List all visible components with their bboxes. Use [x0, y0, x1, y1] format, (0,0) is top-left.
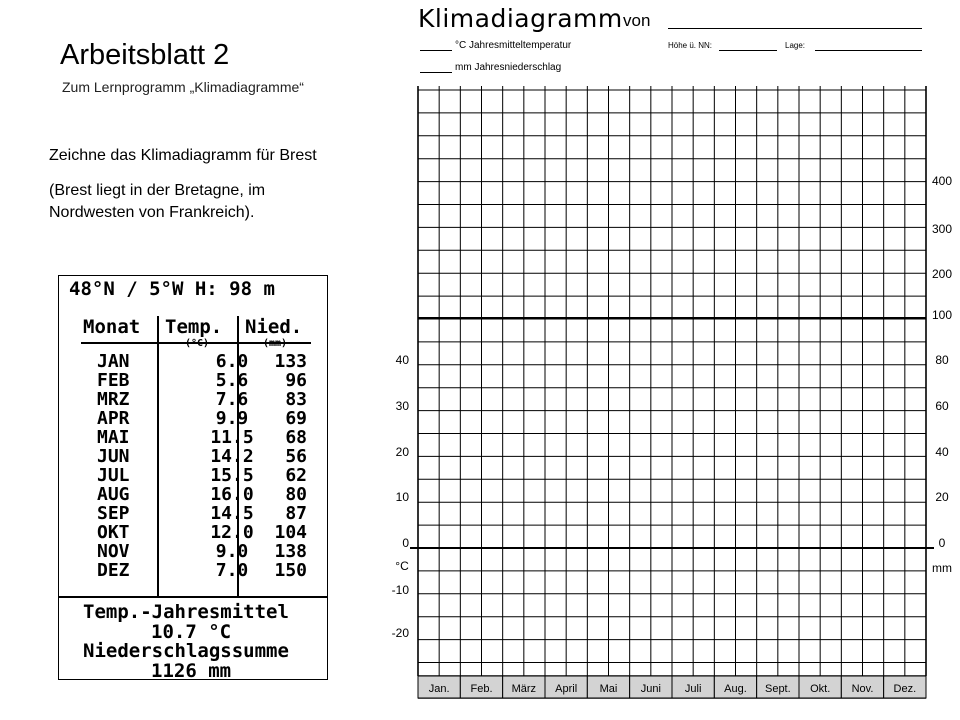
temp-cell: 15.5	[210, 465, 254, 486]
month-cell: FEB	[97, 370, 130, 391]
annual-precip-form-label: mm Jahresniederschlag	[455, 62, 562, 73]
precip-cell: 150	[274, 560, 307, 581]
month-label: April	[555, 683, 578, 695]
month-label: Mai	[599, 683, 618, 695]
month-label: März	[511, 683, 537, 695]
worksheet-subtitle: Zum Lernprogramm „Klimadiagramme“	[62, 79, 304, 95]
month-label: Okt.	[810, 683, 831, 695]
month-label: Juli	[684, 683, 702, 695]
station-coordinates: 48°N / 5°W H: 98 m	[69, 278, 275, 300]
precip-cell: 80	[285, 484, 307, 505]
precip-cell: 62	[285, 465, 307, 486]
precip-cell: 87	[285, 503, 307, 524]
month-cell: DEZ	[97, 560, 130, 581]
location-label: Lage:	[785, 41, 806, 50]
month-cell: NOV	[97, 541, 130, 562]
month-label: Nov.	[851, 683, 874, 695]
month-cell: JUL	[97, 465, 130, 486]
temp-cell: 14.5	[210, 503, 254, 524]
temp-axis-tick: -10	[391, 583, 409, 597]
precip-axis-tick: 200	[931, 267, 953, 281]
annual-temp-label: Temp.-Jahresmittel	[83, 601, 289, 623]
precip-axis-tick: 100	[931, 308, 953, 322]
precip-cell: 138	[274, 541, 307, 562]
temp-axis-tick: 30	[395, 399, 409, 413]
precip-cell: 68	[285, 427, 307, 448]
month-label: Dez.	[893, 683, 917, 695]
annual-precip-value: 1126 mm	[151, 660, 232, 682]
diagram-title: Klimadiagramm	[418, 4, 623, 33]
precip-cell: 104	[274, 522, 307, 543]
precip-cell: 133	[274, 351, 307, 372]
precip-axis-tick: 400	[931, 174, 953, 188]
task-instruction: Zeichne das Klimadiagramm für Brest	[49, 147, 317, 164]
temp-cell: 6.0	[215, 351, 249, 372]
precip-axis-tick: 0	[938, 536, 946, 550]
precip-axis-tick: 40	[935, 445, 949, 459]
month-label: Jan.	[428, 683, 450, 695]
annual-precip-label: Niederschlagssumme	[83, 640, 289, 662]
temp-cell: 7.6	[215, 389, 249, 410]
month-cell: JAN	[97, 351, 130, 372]
precip-axis-unit: mm	[932, 561, 952, 575]
annual-temp-form-label: °C Jahresmitteltemperatur	[455, 40, 572, 51]
month-label: Sept.	[764, 683, 791, 695]
precip-cell: 83	[285, 389, 307, 410]
von-label: von	[623, 11, 651, 30]
precip-axis-tick: 60	[935, 399, 949, 413]
worksheet-title: Arbeitsblatt 2	[60, 39, 230, 71]
temp-cell: 9.9	[215, 408, 249, 429]
temp-axis-tick: 10	[395, 490, 409, 504]
temp-cell: 5.6	[215, 370, 249, 391]
temp-axis-tick: 0	[402, 536, 409, 550]
month-cell: MAI	[97, 427, 130, 448]
temp-cell: 7.0	[215, 560, 249, 581]
month-cell: APR	[97, 408, 130, 429]
temp-cell: 14.2	[210, 446, 254, 467]
altitude-label: Höhe ü. NN:	[668, 41, 713, 50]
temp-axis-tick: 20	[395, 445, 409, 459]
month-label: Feb.	[470, 683, 493, 695]
precip-cell: 96	[285, 370, 307, 391]
month-cell: OKT	[97, 522, 130, 543]
precip-cell: 69	[285, 408, 307, 429]
temp-cell: 11.5	[210, 427, 254, 448]
temp-axis-tick: 40	[395, 353, 409, 367]
precip-axis-tick: 80	[935, 353, 949, 367]
month-label: Aug.	[724, 683, 747, 695]
precip-axis-tick: 20	[935, 490, 949, 504]
month-cell: MRZ	[97, 389, 130, 410]
month-cell: JUN	[97, 446, 130, 467]
temp-cell: 9.0	[215, 541, 249, 562]
precip-cell: 56	[285, 446, 307, 467]
temp-cell: 16.0	[210, 484, 254, 505]
temp-cell: 12.0	[210, 522, 254, 543]
temp-axis-tick: -20	[391, 626, 409, 640]
task-note: (Brest liegt in der Bretagne, im Nordwesten von Frankreich).	[49, 182, 266, 221]
month-cell: SEP	[97, 503, 130, 524]
column-header-temp: Temp.	[165, 316, 223, 338]
precip-axis-tick: 300	[931, 222, 953, 236]
month-label: Juni	[640, 683, 661, 695]
annual-temp-value: 10.7 °C	[151, 621, 232, 643]
column-header-month: Monat	[83, 316, 141, 338]
month-cell: AUG	[97, 484, 130, 505]
column-header-precip: Nied.	[245, 316, 303, 338]
temp-axis-unit: °C	[395, 559, 409, 573]
